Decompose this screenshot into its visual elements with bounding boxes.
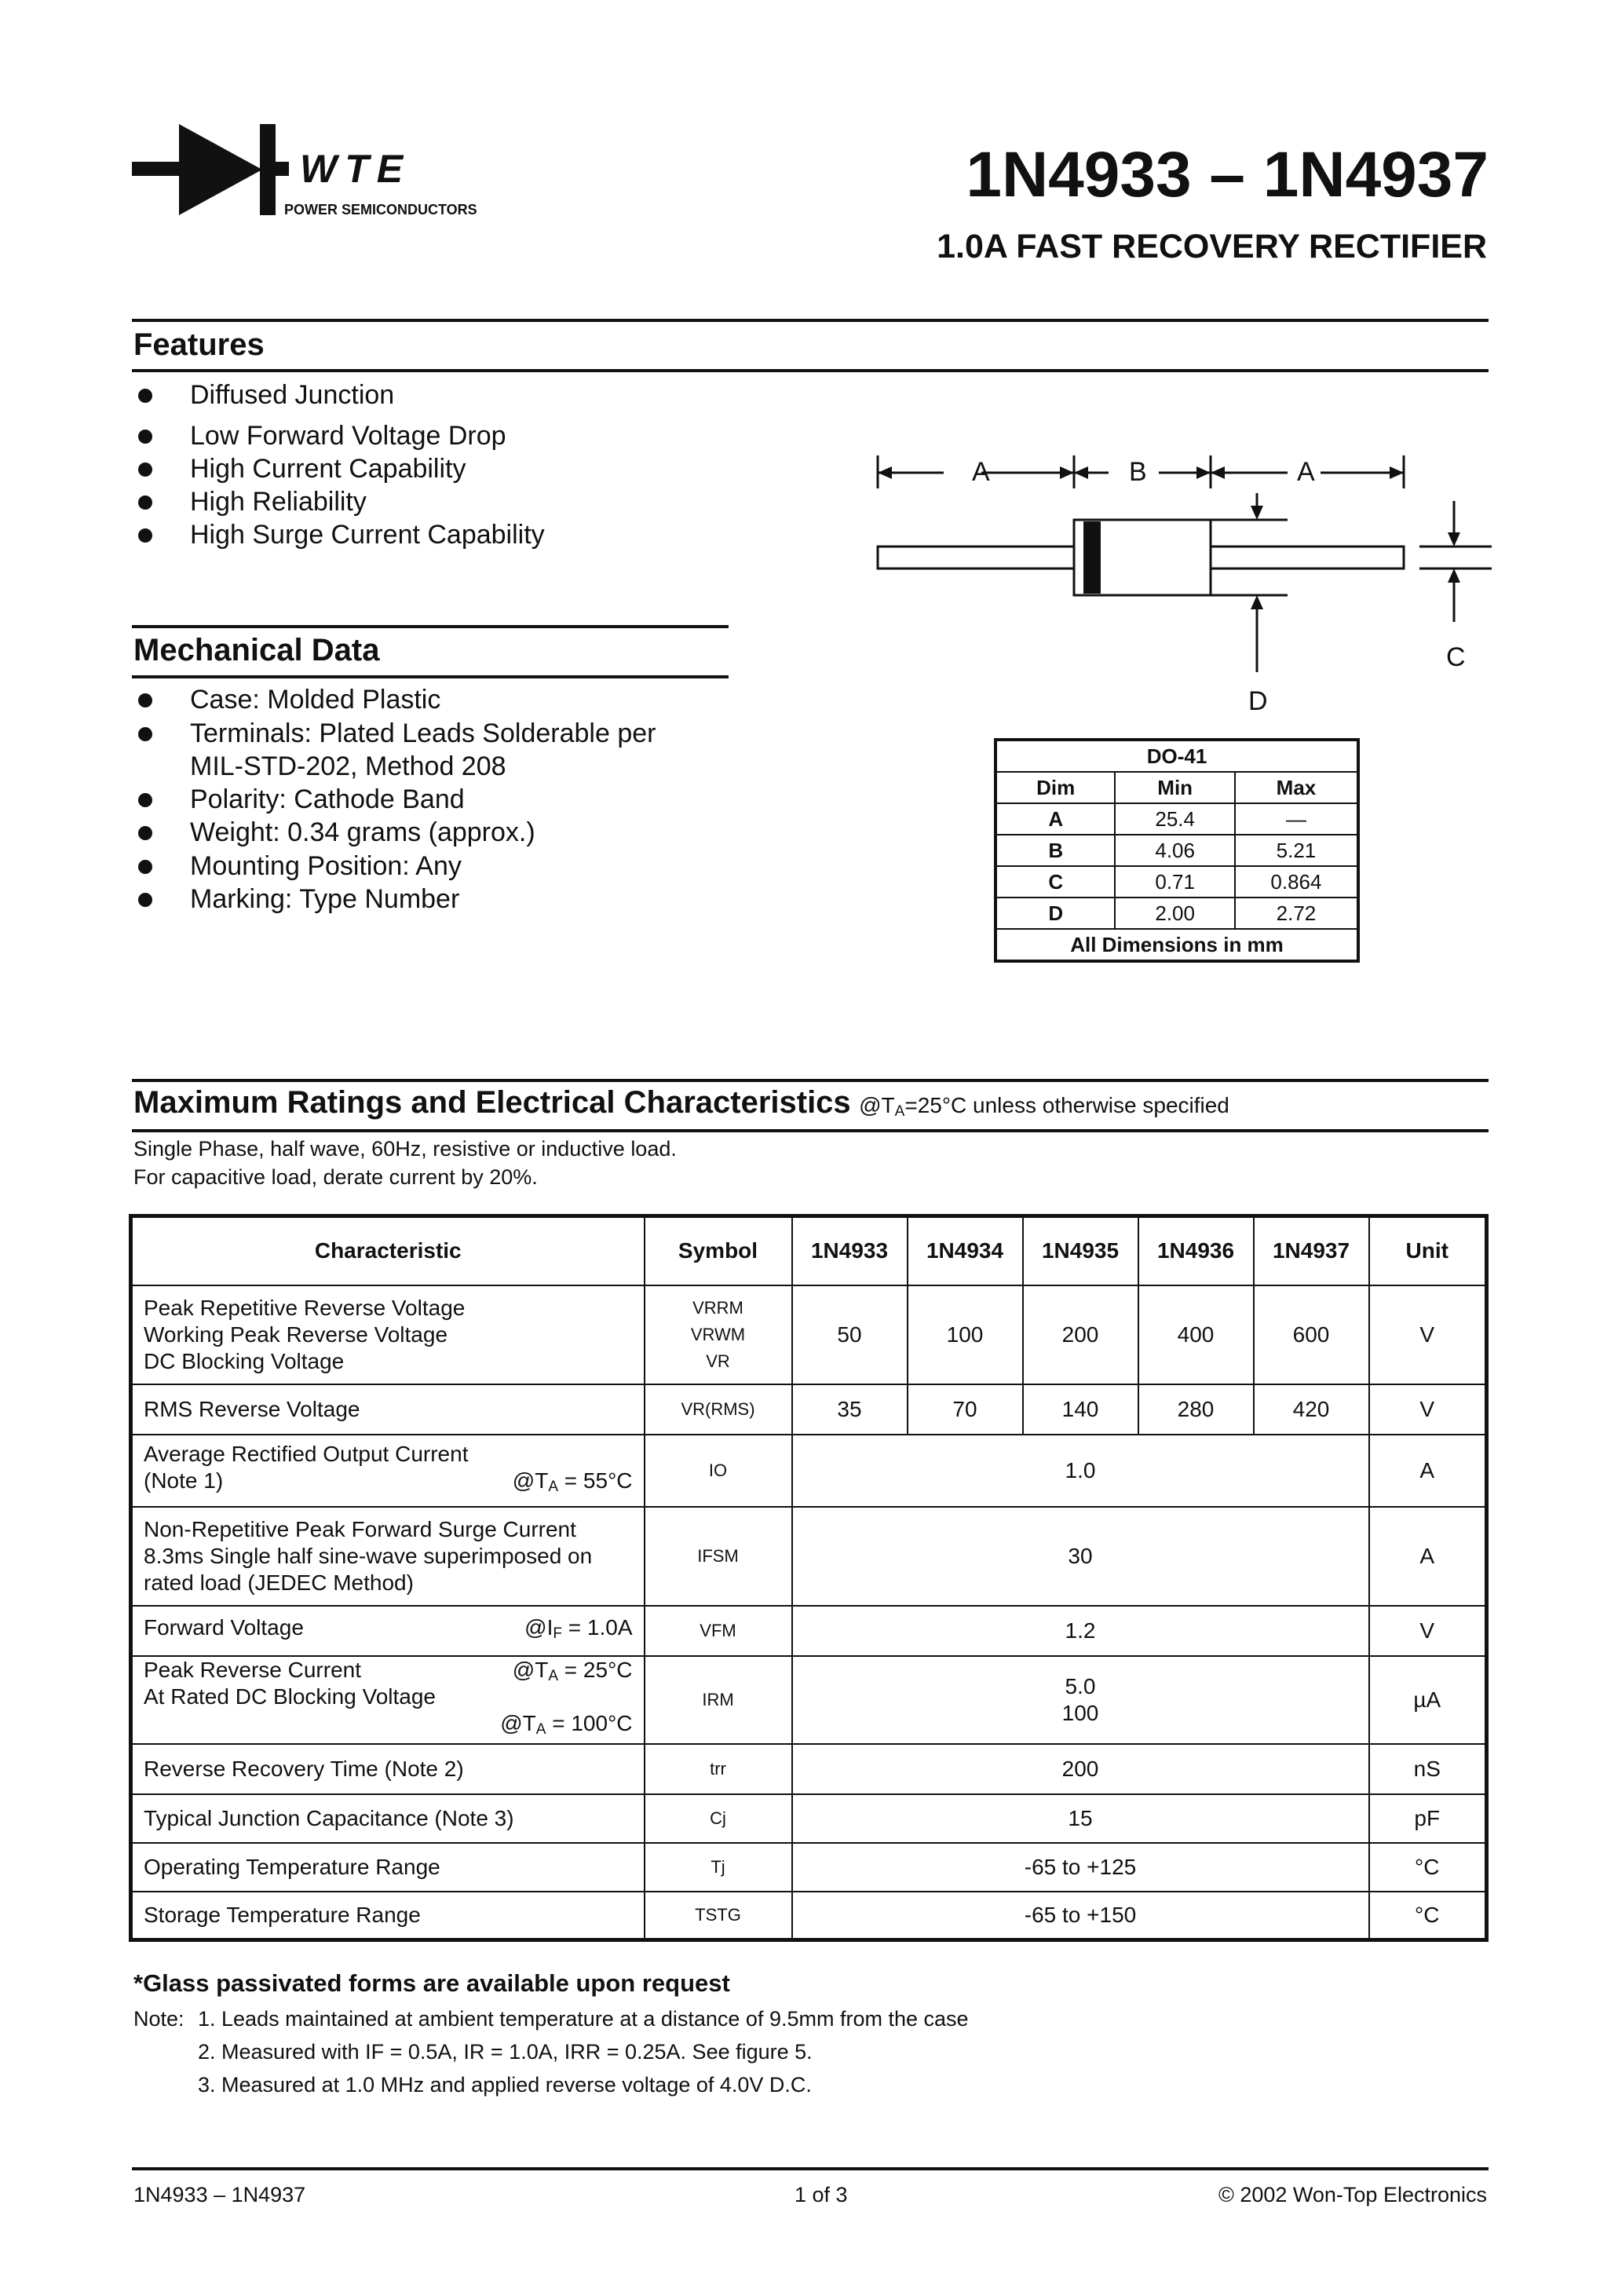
symbol-line: VRWM <box>690 1324 746 1344</box>
bullet <box>138 826 152 840</box>
dim-table-footer: All Dimensions in mm <box>995 929 1358 961</box>
value-cell: 1.0 <box>792 1435 1369 1507</box>
table-row <box>995 835 1358 866</box>
table-row <box>131 1794 1487 1843</box>
dim-header: Max <box>1235 772 1358 803</box>
ratings-top-rule <box>132 1079 1489 1082</box>
table-row <box>131 1507 1487 1606</box>
dim-cell: — <box>1235 803 1358 835</box>
symbol-cell: IRM <box>645 1656 792 1744</box>
table-row <box>995 898 1358 929</box>
table-row <box>131 1892 1487 1940</box>
brand-subtitle: POWER SEMICONDUCTORS <box>284 202 477 218</box>
mechanical-item: Mounting Position: Any <box>190 851 462 881</box>
symbol-cell: TSTG <box>645 1892 792 1940</box>
mechanical-bottom-rule <box>132 675 729 678</box>
symbol-cell: trr <box>645 1744 792 1794</box>
value-cell: -65 to +150 <box>792 1892 1369 1940</box>
value-cell: 50 <box>792 1285 908 1384</box>
dim-header: Min <box>1115 772 1234 803</box>
feature-item: High Current Capability <box>190 454 466 484</box>
col-header-1n4937: 1N4937 <box>1254 1216 1369 1285</box>
brand-name: WTE <box>300 147 411 191</box>
dim-cell: 4.06 <box>1115 835 1234 866</box>
table-row <box>131 1843 1487 1892</box>
footer-copyright: © 2002 Won-Top Electronics <box>1218 2183 1487 2206</box>
char-text: At Rated DC Blocking Voltage <box>144 1684 436 1709</box>
value-cell: -65 to +125 <box>792 1843 1369 1892</box>
bullet <box>138 430 152 444</box>
dim-cell: 2.00 <box>1115 898 1234 929</box>
char-cell <box>131 1507 645 1606</box>
note-label: Note: <box>133 2007 184 2031</box>
features-heading: Features <box>133 327 265 362</box>
symbol-cell: Tj <box>645 1843 792 1892</box>
cond-prefix: @T <box>512 1468 549 1493</box>
dim-cell: B <box>995 835 1115 866</box>
value-cell: 1.2 <box>792 1606 1369 1656</box>
ratings-note-2: For capacitive load, derate current by 20%. <box>133 1165 538 1189</box>
char-line: DC Blocking Voltage <box>144 1348 345 1373</box>
dim-cell: C <box>995 866 1115 898</box>
cond-post: = 55°C <box>558 1468 633 1493</box>
cond-prefix: @I <box>524 1614 553 1640</box>
ratings-condition-rest: =25°C unless otherwise specified <box>904 1093 1229 1117</box>
ratings-condition <box>859 1093 1229 1120</box>
dim-cell: D <box>995 898 1115 929</box>
table-header-row <box>131 1216 1487 1285</box>
ratings-condition-sub: A <box>894 1103 905 1120</box>
feature-item: High Reliability <box>190 487 367 517</box>
char-condition <box>513 1468 633 1501</box>
char-text: (Note 1) <box>144 1468 224 1493</box>
char-line: Working Peak Reverse Voltage <box>144 1322 448 1347</box>
mechanical-item: Polarity: Cathode Band <box>190 784 465 814</box>
mechanical-heading: Mechanical Data <box>133 633 380 667</box>
features-bottom-rule <box>132 369 1489 372</box>
bullet <box>138 860 152 874</box>
col-header-1n4935: 1N4935 <box>1023 1216 1138 1285</box>
value-cell: 200 <box>792 1744 1369 1794</box>
table-row <box>131 1744 1487 1794</box>
cond-prefix: @T <box>512 1657 549 1682</box>
value-cell: 35 <box>792 1384 908 1435</box>
footer-part-range: 1N4933 – 1N4937 <box>133 2183 306 2206</box>
mechanical-item: Terminals: Plated Leads Solderable per <box>190 718 656 748</box>
value-cell: 100 <box>908 1285 1023 1384</box>
symbol-cell: VR(RMS) <box>645 1384 792 1435</box>
part-range-title: 1N4933 – 1N4937 <box>966 139 1489 210</box>
mechanical-item: Weight: 0.34 grams (approx.) <box>190 817 535 847</box>
value-cell: 400 <box>1138 1285 1254 1384</box>
ratings-bottom-rule <box>132 1129 1489 1132</box>
cond-prefix: @T <box>500 1710 536 1735</box>
col-header-1n4936: 1N4936 <box>1138 1216 1254 1285</box>
symbol-cell: Cj <box>645 1794 792 1843</box>
table-row <box>995 866 1358 898</box>
unit-cell: V <box>1369 1606 1487 1656</box>
char-cell: Typical Junction Capacitance (Note 3) <box>131 1794 645 1843</box>
dim-label-d: D <box>1248 686 1268 716</box>
feature-item: Diffused Junction <box>190 380 395 410</box>
symbol-cell: VFM <box>645 1606 792 1656</box>
cond-post: = 1.0A <box>561 1614 633 1640</box>
symbol-line: VRRM <box>692 1297 743 1318</box>
value-cell: 420 <box>1254 1384 1369 1435</box>
value-cell: 280 <box>1138 1384 1254 1435</box>
dim-cell: 0.71 <box>1115 866 1234 898</box>
table-row <box>131 1606 1487 1656</box>
table-row <box>131 1285 1487 1384</box>
symbol-line: VR <box>706 1351 730 1371</box>
unit-cell: °C <box>1369 1843 1487 1892</box>
footer-rule <box>132 2167 1489 2170</box>
col-header-1n4934: 1N4934 <box>908 1216 1023 1285</box>
dim-label-c: C <box>1446 642 1466 672</box>
dim-cell: 0.864 <box>1235 866 1358 898</box>
cond-sub: F <box>553 1625 562 1642</box>
ratings-table <box>129 1214 1489 1942</box>
bullet <box>138 462 152 477</box>
char-condition <box>524 1614 632 1647</box>
unit-cell: A <box>1369 1435 1487 1507</box>
value-line: 100 <box>1061 1700 1099 1725</box>
unit-cell: µA <box>1369 1656 1487 1744</box>
bullet <box>138 389 152 403</box>
char-cell <box>131 1656 645 1744</box>
char-condition <box>500 1710 632 1743</box>
table-row <box>131 1656 1487 1744</box>
dim-table-title: DO-41 <box>995 740 1358 772</box>
dim-cell: A <box>995 803 1115 835</box>
wte-logo <box>132 118 289 221</box>
char-line <box>144 1657 633 1684</box>
cond-sub: A <box>548 1667 559 1684</box>
unit-cell: °C <box>1369 1892 1487 1940</box>
value-cell: 70 <box>908 1384 1023 1435</box>
features-top-rule <box>132 319 1489 322</box>
value-line: 5.0 <box>1065 1673 1096 1698</box>
bullet <box>138 727 152 741</box>
ratings-condition-prefix: @T <box>859 1093 895 1117</box>
symbol-cell <box>645 1285 792 1384</box>
char-cell <box>131 1285 645 1384</box>
dim-header: Dim <box>995 772 1115 803</box>
table-row <box>131 1384 1487 1435</box>
bullet <box>138 495 152 510</box>
char-text: Forward Voltage <box>144 1614 304 1640</box>
mechanical-item: Marking: Type Number <box>190 884 460 914</box>
char-cell: Operating Temperature Range <box>131 1843 645 1892</box>
note-2: 2. Measured with IF = 0.5A, IR = 1.0A, IRR = 0.25A. See figure 5. <box>198 2040 813 2064</box>
col-header-1n4933: 1N4933 <box>792 1216 908 1285</box>
bullet <box>138 793 152 807</box>
char-cell: RMS Reverse Voltage <box>131 1384 645 1435</box>
ratings-heading: Maximum Ratings and Electrical Characteristics <box>133 1085 851 1120</box>
note-1: 1. Leads maintained at ambient temperature at a distance of 9.5mm from the case <box>198 2007 969 2031</box>
char-line <box>144 1468 633 1494</box>
col-header-unit: Unit <box>1369 1216 1487 1285</box>
note-3: 3. Measured at 1.0 MHz and applied reverse voltage of 4.0V D.C. <box>198 2073 812 2097</box>
value-cell: 140 <box>1023 1384 1138 1435</box>
char-line: rated load (JEDEC Method) <box>144 1570 414 1595</box>
product-subtitle: 1.0A FAST RECOVERY RECTIFIER <box>937 228 1487 265</box>
dim-label-a-left: A <box>972 457 990 487</box>
do41-package-diagram <box>864 440 1492 722</box>
char-cell <box>131 1435 645 1507</box>
bullet <box>138 893 152 907</box>
unit-cell: pF <box>1369 1794 1487 1843</box>
unit-cell: A <box>1369 1507 1487 1606</box>
bullet <box>138 693 152 707</box>
mechanical-item: Case: Molded Plastic <box>190 685 441 715</box>
dim-cell: 5.21 <box>1235 835 1358 866</box>
ratings-note-1: Single Phase, half wave, 60Hz, resistive or inductive load. <box>133 1137 677 1161</box>
char-cell <box>131 1606 645 1656</box>
value-cell <box>792 1656 1369 1744</box>
symbol-cell: IFSM <box>645 1507 792 1606</box>
char-line: Average Rectified Output Current <box>144 1441 469 1466</box>
cond-sub: A <box>535 1720 546 1738</box>
char-line: Non-Repetitive Peak Forward Surge Current <box>144 1516 576 1541</box>
unit-cell: V <box>1369 1384 1487 1435</box>
value-cell: 600 <box>1254 1285 1369 1384</box>
do41-dimension-table <box>994 738 1360 963</box>
bullet <box>138 528 152 543</box>
unit-cell: V <box>1369 1285 1487 1384</box>
col-header-symbol: Symbol <box>645 1216 792 1285</box>
value-cell: 15 <box>792 1794 1369 1843</box>
glass-passivated-note: *Glass passivated forms are available upon request <box>133 1969 730 1997</box>
dim-cell: 25.4 <box>1115 803 1234 835</box>
char-line: Peak Repetitive Reverse Voltage <box>144 1295 466 1320</box>
table-row <box>995 803 1358 835</box>
char-cell: Storage Temperature Range <box>131 1892 645 1940</box>
feature-item: Low Forward Voltage Drop <box>190 421 506 451</box>
table-row <box>131 1435 1487 1507</box>
col-header-characteristic: Characteristic <box>131 1216 645 1285</box>
value-cell: 30 <box>792 1507 1369 1606</box>
cond-post: = 25°C <box>558 1657 633 1682</box>
dim-label-a-right: A <box>1297 457 1315 487</box>
feature-item: High Surge Current Capability <box>190 520 545 550</box>
mechanical-item: MIL-STD-202, Method 208 <box>190 751 506 781</box>
cond-post: = 100°C <box>546 1710 633 1735</box>
dim-cell: 2.72 <box>1235 898 1358 929</box>
ratings-heading-line <box>133 1085 1229 1121</box>
mechanical-top-rule <box>132 625 729 628</box>
dim-label-b: B <box>1129 457 1147 487</box>
char-cell: Reverse Recovery Time (Note 2) <box>131 1744 645 1794</box>
symbol-cell: IO <box>645 1435 792 1507</box>
char-line: 8.3ms Single half sine-wave superimposed on <box>144 1543 593 1568</box>
char-condition <box>513 1657 633 1690</box>
unit-cell: nS <box>1369 1744 1487 1794</box>
cond-sub: A <box>548 1478 559 1495</box>
footer-page-number: 1 of 3 <box>795 2183 848 2206</box>
char-text: Peak Reverse Current <box>144 1657 362 1682</box>
value-cell: 200 <box>1023 1285 1138 1384</box>
